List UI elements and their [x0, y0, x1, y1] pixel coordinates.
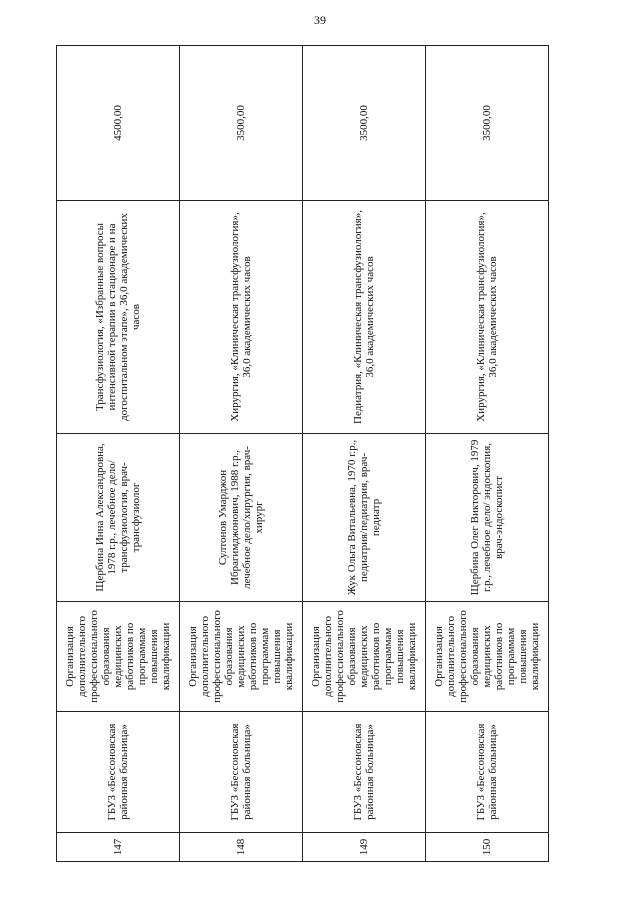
program-cell: Организация дополнительного профессионального образования медицинских работников по программам повышения квалификации: [303, 602, 426, 712]
table-row: [57, 46, 180, 862]
organization-cell: ГБУЗ «Бессоновская районная больница»: [180, 712, 303, 833]
row-number: 149: [303, 833, 426, 862]
course-cell: Хирургия, «Клиническая трансфузиология», 36,0 академических часов: [180, 201, 303, 434]
amount-cell: 3500,00: [303, 46, 426, 201]
course-cell: Хирургия, «Клиническая трансфузиология», 36,0 академических часов: [426, 201, 549, 434]
page-number: 39: [314, 13, 326, 27]
person-cell: Султонов Умарджон Ибрагимджонович, 1988 г.р., лечебное дело/хирургия, врач-хирург: [180, 434, 303, 602]
row-number: 147: [57, 833, 180, 862]
program-cell: Организация дополнительного профессионального образования медицинских работников по программам повышения квалификации: [180, 602, 303, 712]
expenses-table: [56, 45, 549, 862]
program-cell: Организация дополнительного профессионального образования медицинских работников по программам повышения квалификации: [57, 602, 180, 712]
organization-cell: ГБУЗ «Бессоновская районная больница»: [426, 712, 549, 833]
table-row: [180, 46, 303, 862]
amount-cell: 3500,00: [426, 46, 549, 201]
person-cell: Щербина Инна Александровна, 1978 г.р., лечебное дело/ трансфузиология, врач-трансфузиолог: [57, 434, 180, 602]
rotated-table-wrapper: [56, 46, 549, 862]
organization-cell: ГБУЗ «Бессоновская районная больница»: [303, 712, 426, 833]
row-number: 150: [426, 833, 549, 862]
course-cell: Трансфузиология, «Избранные вопросы интенсивной терапии в стационаре и на догоспитальном этапе», 36,0 академических часов: [57, 201, 180, 434]
table-row: [303, 46, 426, 862]
amount-cell: 3500,00: [180, 46, 303, 201]
person-cell: Жук Ольга Витальевна, 1970 г.р., педиатрия/педиатрия, врач-педиатр: [303, 434, 426, 602]
row-number: 148: [180, 833, 303, 862]
program-cell: Организация дополнительного профессионального образования медицинских работников по программам повышения квалификации: [426, 602, 549, 712]
table-row: [426, 46, 549, 862]
person-cell: Щербина Олег Викторович, 1979 г.р., лечебное дело/ эндоскопия, врач-эндоскопист: [426, 434, 549, 602]
organization-cell: ГБУЗ «Бессоновская районная больница»: [57, 712, 180, 833]
amount-cell: 4500,00: [57, 46, 180, 201]
course-cell: Педиатрия, «Клиническая трансфузиология», 36,0 академических часов: [303, 201, 426, 434]
